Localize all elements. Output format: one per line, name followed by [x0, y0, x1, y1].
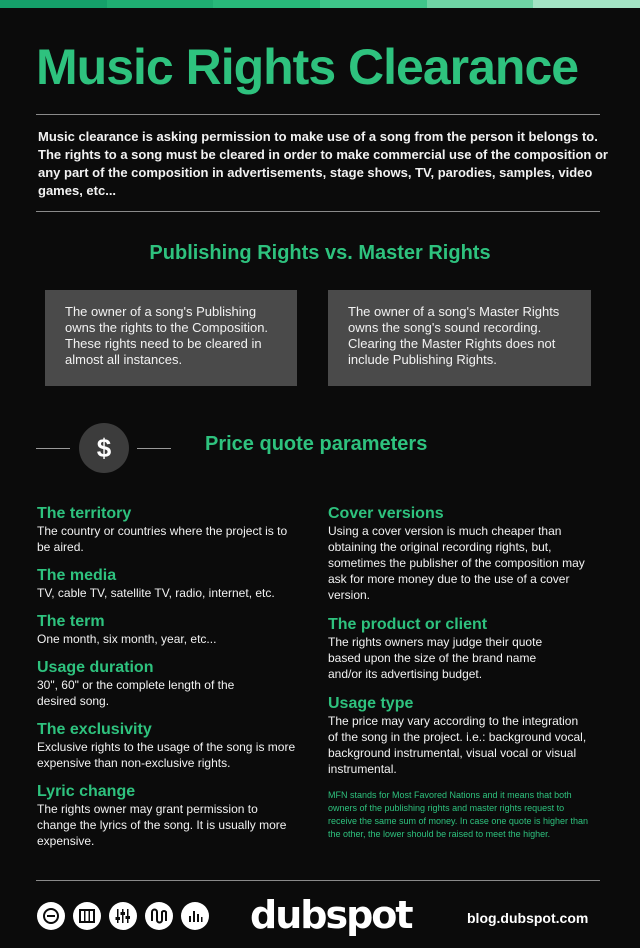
item-title: Lyric change: [37, 783, 136, 800]
item-title: The exclusivity: [37, 721, 152, 738]
stripe-segment: [427, 0, 534, 8]
divider: [36, 448, 70, 449]
stripe-segment: [0, 0, 107, 8]
item-text: One month, six month, year, etc...: [37, 632, 217, 646]
item-title: Usage type: [328, 695, 414, 712]
mfn-note: MFN stands for Most Favored Nations and it means that both owners of the publishing rights and master rights request to receive the same sum of money. In case one quote is higher than the other, the lower should be raised to meet the higher.: [328, 790, 588, 839]
item-title: The product or client: [328, 616, 488, 633]
territory-item: [37, 504, 303, 555]
master-rights-text: The owner of a song's Master Rights owns the song's sound recording. Clearing the Master Rights does not include Publishing Rights.: [348, 304, 560, 367]
item-text: The price may vary according to the integration of the song in the project. i.e.: background vocal, background instrumental, visual vocal or visual instrumental.: [328, 714, 587, 776]
item-title: The media: [37, 567, 117, 584]
item-text: The country or countries where the project is to be aired.: [37, 524, 288, 554]
waveform-icon[interactable]: [145, 902, 173, 930]
divider: [36, 880, 600, 881]
divider: [36, 114, 600, 115]
publishing-rights-box: [45, 290, 297, 386]
term-item: [37, 612, 303, 647]
lyric-change-item: [37, 782, 303, 849]
blog-url-link[interactable]: blog.dubspot.com: [467, 910, 589, 926]
page-title: Music Rights Clearance: [36, 39, 579, 95]
dollar-icon: $: [79, 423, 129, 473]
item-title: Usage duration: [37, 659, 154, 676]
cover-versions-item: [328, 504, 590, 603]
footer-icon-row: [37, 902, 209, 930]
right-column: [328, 504, 590, 841]
usage-type-item: [328, 694, 590, 777]
stripe-segment: [213, 0, 320, 8]
stripe-segment: [320, 0, 427, 8]
equalizer-icon[interactable]: [181, 902, 209, 930]
item-title: Cover versions: [328, 505, 444, 522]
master-rights-box: [328, 290, 591, 386]
intro-paragraph: Music clearance is asking permission to make use of a song from the person it belongs to. The rights to a song must be cleared in order to make commercial use of the composition or any part of the composition in advertisements, stage shows, TV, parodies, samples, video games, etc...: [38, 129, 608, 198]
price-heading: Price quote parameters: [205, 433, 428, 455]
item-text: Using a cover version is much cheaper than obtaining the original recording rights, but, sometimes the publisher of the composition may ask for more money due to the use of a cover version.: [328, 524, 585, 602]
divider: [137, 448, 171, 449]
stripe-segment: [107, 0, 214, 8]
rights-heading: Publishing Rights vs. Master Rights: [149, 242, 491, 264]
top-color-stripe: [0, 0, 640, 8]
stripe-segment: [533, 0, 640, 8]
mixer-icon[interactable]: [109, 902, 137, 930]
item-text: Exclusive rights to the usage of the song is more expensive than non-exclusive rights.: [37, 740, 296, 770]
product-client-item: [328, 615, 590, 682]
media-item: [37, 566, 303, 601]
usage-duration-item: [37, 658, 303, 709]
keyboard-icon[interactable]: [73, 902, 101, 930]
turntable-icon[interactable]: [37, 902, 65, 930]
divider: [36, 211, 600, 212]
exclusivity-item: [37, 720, 303, 771]
left-column: [37, 504, 303, 849]
publishing-rights-text: The owner of a song's Publishing owns the rights to the Composition. These rights need to be cleared in almost all instances.: [65, 304, 269, 367]
item-title: The territory: [37, 505, 132, 522]
item-text: 30", 60" or the complete length of the desired song.: [37, 678, 235, 708]
dubspot-logo[interactable]: dubspot: [250, 893, 412, 937]
item-text: TV, cable TV, satellite TV, radio, internet, etc.: [37, 586, 275, 600]
item-text: The rights owners may judge their quote based upon the size of the brand name and/or its advertising budget.: [328, 635, 543, 681]
item-title: The term: [37, 613, 105, 630]
item-text: The rights owner may grant permission to change the lyrics of the song. It is usually more expensive.: [37, 802, 287, 848]
